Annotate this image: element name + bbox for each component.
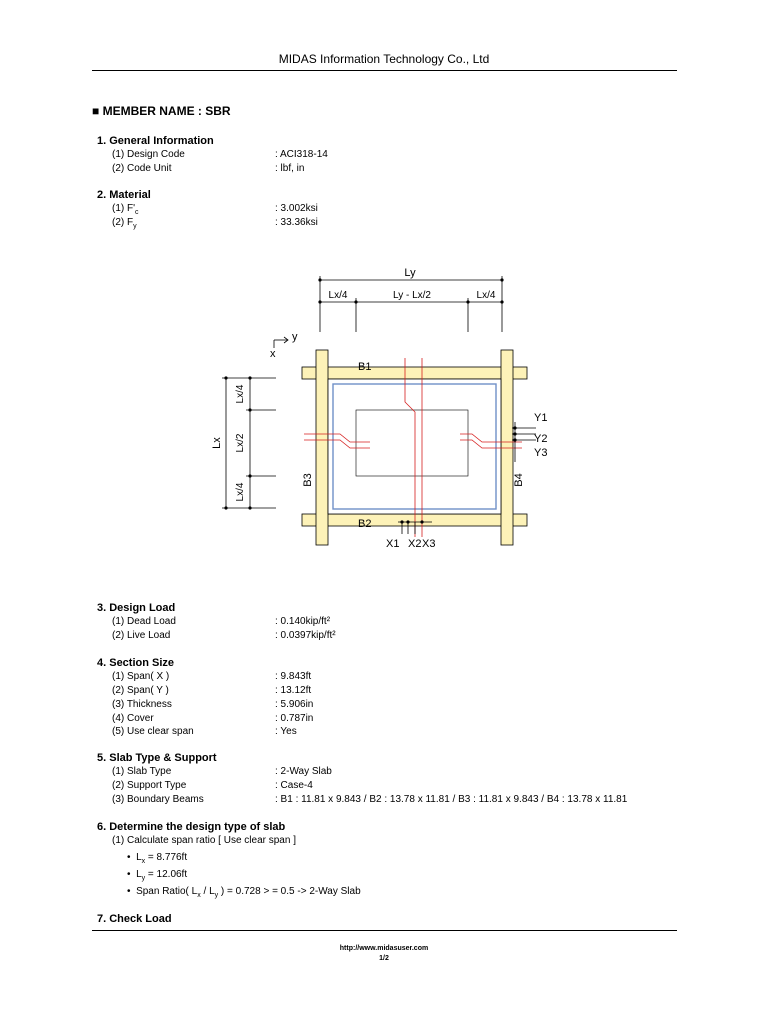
support-type-label: (2) Support Type xyxy=(112,780,187,791)
dead-load-value: : 0.140kip/ft² xyxy=(275,616,331,627)
slab-type-label: (1) Slab Type xyxy=(112,766,172,777)
slab-type-value: : 2-Way Slab xyxy=(275,766,332,777)
boundary-beams-label: (3) Boundary Beams xyxy=(112,794,204,805)
boundary-beams-value: : B1 : 11.81 x 9.843 / B2 : 13.78 x 11.81 / B3 : 11.81 x 9.843 / B4 : 13.78 x 11.81 xyxy=(275,794,628,805)
design-code-label: (1) Design Code xyxy=(112,149,185,160)
y2-label: Y2 xyxy=(534,433,548,445)
footer-url: http://www.midasuser.com xyxy=(339,945,429,952)
left-lx4-bottom-label: Lx/4 xyxy=(235,482,246,502)
dead-load-label: (1) Dead Load xyxy=(112,616,176,627)
y1-label: Y1 xyxy=(534,412,548,424)
section-design-type-title: 6. Determine the design type of slab xyxy=(97,821,286,833)
span-ratio-subtitle: (1) Calculate span ratio [ Use clear span ] xyxy=(112,835,296,846)
clear-span-value: : Yes xyxy=(275,726,297,737)
section-size-title: 4. Section Size xyxy=(97,657,175,669)
fy-label: (2) $F_y$ xyxy=(112,217,137,230)
code-unit-label: (2) Code Unit xyxy=(112,163,172,174)
top-lx4-right-label: Lx/4 xyxy=(476,290,496,301)
thickness-label: (3) Thickness xyxy=(112,699,172,710)
beam-b3-label: B3 xyxy=(302,473,314,487)
header-rule xyxy=(92,70,677,71)
ly-clear-item: • $L_y = 12.06ft$ xyxy=(127,869,188,882)
live-load-value: : 0.0397kip/ft² xyxy=(275,630,336,641)
live-load-label: (2) Live Load xyxy=(112,630,171,641)
y3-label: Y3 xyxy=(534,447,548,459)
ly-minus-label: Ly - Lx/2 xyxy=(393,290,431,301)
span-x-value: : 9.843ft xyxy=(275,671,312,682)
fy-value: : 33.36ksi xyxy=(275,217,318,228)
design-code-value: : ACI318-14 xyxy=(275,149,328,160)
span-y-label: (2) Span( Y ) xyxy=(112,685,169,696)
axis-y-label: y xyxy=(292,331,298,343)
beam-b2-label: B2 xyxy=(358,518,372,530)
left-lx4-top-label: Lx/4 xyxy=(235,384,246,404)
span-y-value: : 13.12ft xyxy=(275,685,312,696)
ly-label: Ly xyxy=(404,267,416,279)
beam-b1-label: B1 xyxy=(358,361,372,373)
page-number: 1/2 xyxy=(379,955,389,962)
lx-clear-item: • $L_x = 8.776ft$ xyxy=(127,852,188,865)
member-title: ■ MEMBER NAME : SBR xyxy=(92,104,231,118)
cover-label: (4) Cover xyxy=(112,713,154,724)
section-design-load-title: 3. Design Load xyxy=(97,602,176,614)
axis-x-label: x xyxy=(270,348,276,360)
x3-label: X3 xyxy=(422,538,436,550)
section-check-load-title: 7. Check Load xyxy=(97,913,172,925)
clear-span-label: (5) Use clear span xyxy=(112,726,194,737)
section-slab-type-title: 5. Slab Type & Support xyxy=(97,752,217,764)
fc-value: : 3.002ksi xyxy=(275,203,318,214)
section-general-title: 1. General Information xyxy=(97,135,214,147)
section-material-title: 2. Material xyxy=(97,189,151,201)
slab-strip-diagram xyxy=(210,262,550,562)
x1-label: X1 xyxy=(386,538,400,550)
company-header: MIDAS Information Technology Co., Ltd xyxy=(278,52,490,66)
code-unit-value: : lbf, in xyxy=(275,163,305,174)
cover-value: : 0.787in xyxy=(275,713,314,724)
footer-rule xyxy=(92,930,677,931)
beam-b4-label: B4 xyxy=(513,473,525,487)
support-type-value: : Case-4 xyxy=(275,780,313,791)
span-ratio-item: • Span Ratio( $L_x / L_y$ ) = 0.728 > = 0.5 -> 2-Way Slab xyxy=(127,886,361,899)
fc-label: (1) $F'_c$ xyxy=(112,203,139,216)
thickness-value: : 5.906in xyxy=(275,699,314,710)
top-lx4-left-label: Lx/4 xyxy=(328,290,348,301)
lx-label: Lx xyxy=(211,437,223,449)
left-lx2-label: Lx/2 xyxy=(235,433,246,453)
x2-label: X2 xyxy=(408,538,422,550)
span-x-label: (1) Span( X ) xyxy=(112,671,170,682)
